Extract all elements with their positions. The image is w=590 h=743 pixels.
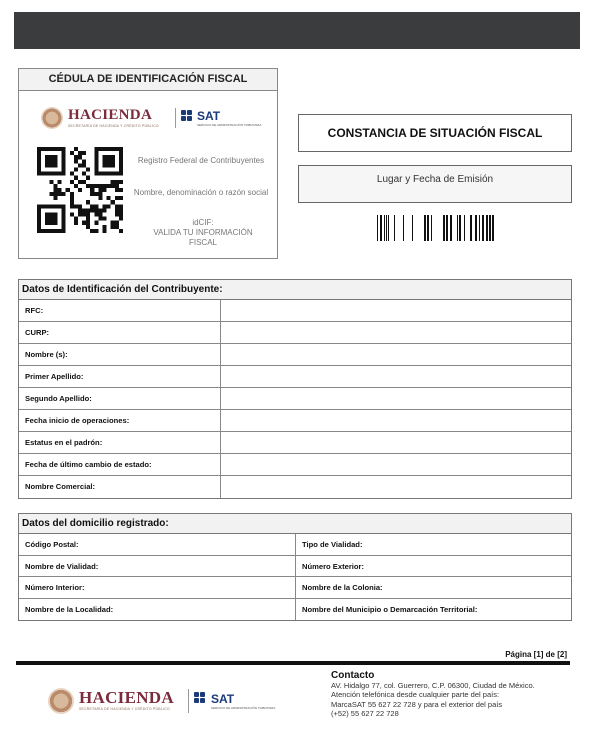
- idcif-label: idCIF:: [192, 218, 214, 227]
- nombre-caption: Nombre, denominación o razón social: [133, 188, 269, 197]
- field-label: CURP:: [19, 322, 221, 343]
- sat-logo-subtext: SERVICIO DE ADMINISTRACIÓN TRIBUTARIA: [197, 123, 262, 127]
- hacienda-logo-subtext: SECRETARÍA DE HACIENDA Y CRÉDITO PÚBLICO: [68, 124, 159, 128]
- footer-logos: [48, 688, 288, 714]
- cedula-logos: [41, 107, 271, 133]
- lugar-fecha-field: Lugar y Fecha de Emisión: [298, 165, 572, 203]
- sat-logo-text: SAT: [211, 692, 235, 706]
- logo-divider: [188, 689, 189, 713]
- hacienda-logo-subtext: SECRETARÍA DE HACIENDA Y CRÉDITO PÚBLICO: [79, 707, 170, 711]
- contact-line: Atención telefónica desde cualquier parte del país:: [331, 690, 500, 700]
- table-row: [19, 556, 571, 578]
- field-label: Número Interior:: [19, 577, 296, 598]
- field-label: RFC:: [19, 300, 221, 321]
- idcif-block: [143, 218, 263, 248]
- field-value: [221, 366, 571, 387]
- field-label: Nombre de Vialidad:: [19, 556, 296, 577]
- rfc-caption: Registro Federal de Contribuyentes: [137, 156, 265, 165]
- sat-logo-icon: [194, 692, 208, 706]
- field-value: [221, 454, 571, 475]
- field-value: [221, 344, 571, 365]
- contact-line: AV. Hidalgo 77, col. Guerrero, C.P. 06300, Ciudad de México.: [331, 681, 535, 690]
- domicilio-table: [18, 513, 572, 621]
- barcode-icon: [375, 215, 495, 241]
- field-label: Estatus en el padrón:: [19, 432, 221, 453]
- page-number: Página [1] de [2]: [505, 650, 567, 659]
- table-row: [19, 454, 571, 476]
- field-label: Nombre del Municipio o Demarcación Territorial:: [302, 604, 478, 614]
- hacienda-logo-text: HACIENDA: [79, 688, 174, 707]
- field-value: [221, 322, 571, 343]
- field-label: Segundo Apellido:: [19, 388, 221, 409]
- hacienda-seal-icon: [41, 107, 63, 129]
- field-label: Nombre de la Colonia:: [302, 583, 383, 592]
- field-label: Fecha de último cambio de estado:: [19, 454, 221, 475]
- contact-line: (+52) 55 627 22 728: [331, 709, 399, 719]
- logo-divider: [175, 108, 176, 128]
- cedula-title: CÉDULA DE IDENTIFICACIÓN FISCAL: [19, 69, 277, 91]
- field-label: Nombre de la Localidad:: [19, 599, 296, 621]
- table-row: [19, 476, 571, 498]
- document-title: CONSTANCIA DE SITUACIÓN FISCAL: [298, 114, 572, 152]
- valida-info-link[interactable]: VALIDA TU INFORMACIÓN FISCAL: [153, 228, 253, 247]
- cedula-card: [18, 68, 278, 259]
- footer-divider: [16, 661, 570, 665]
- qr-code-icon: [37, 147, 123, 233]
- field-value: [221, 388, 571, 409]
- table-row: [19, 388, 571, 410]
- field-value: [221, 476, 571, 498]
- identificacion-title: Datos de Identificación del Contribuyente:: [19, 280, 571, 300]
- field-label: Código Postal:: [19, 534, 296, 555]
- table-row: [19, 322, 571, 344]
- table-row: [19, 577, 571, 599]
- table-row: [19, 599, 571, 621]
- domicilio-title: Datos del domicilio registrado:: [19, 514, 571, 534]
- hacienda-seal-icon: [48, 688, 74, 714]
- field-value: [221, 432, 571, 453]
- sat-logo-subtext: SERVICIO DE ADMINISTRACIÓN TRIBUTARIA: [211, 706, 276, 710]
- field-label: Número Exterior:: [302, 561, 365, 571]
- field-label: Nombre Comercial:: [19, 476, 221, 498]
- contact-line: MarcaSAT 55 627 22 728 y para el exterior del país: [331, 699, 503, 709]
- field-label: Nombre (s):: [19, 344, 221, 365]
- table-row: [19, 366, 571, 388]
- field-label: Fecha inicio de operaciones:: [19, 410, 221, 431]
- table-row: [19, 410, 571, 432]
- identificacion-table: [18, 279, 572, 499]
- contact-block: [331, 670, 581, 719]
- table-row: [19, 534, 571, 556]
- table-row: [19, 344, 571, 366]
- table-row: [19, 300, 571, 322]
- field-value: [221, 300, 571, 321]
- top-header-bar: [14, 12, 580, 49]
- field-label: Tipo de Vialidad:: [302, 540, 363, 549]
- table-row: [19, 432, 571, 454]
- contact-title: Contacto: [331, 670, 375, 681]
- sat-logo-text: SAT: [197, 109, 221, 123]
- hacienda-logo-text: HACIENDA: [68, 107, 153, 123]
- sat-logo-icon: [181, 110, 195, 124]
- field-label: Primer Apellido:: [19, 366, 221, 387]
- field-value: [221, 410, 571, 431]
